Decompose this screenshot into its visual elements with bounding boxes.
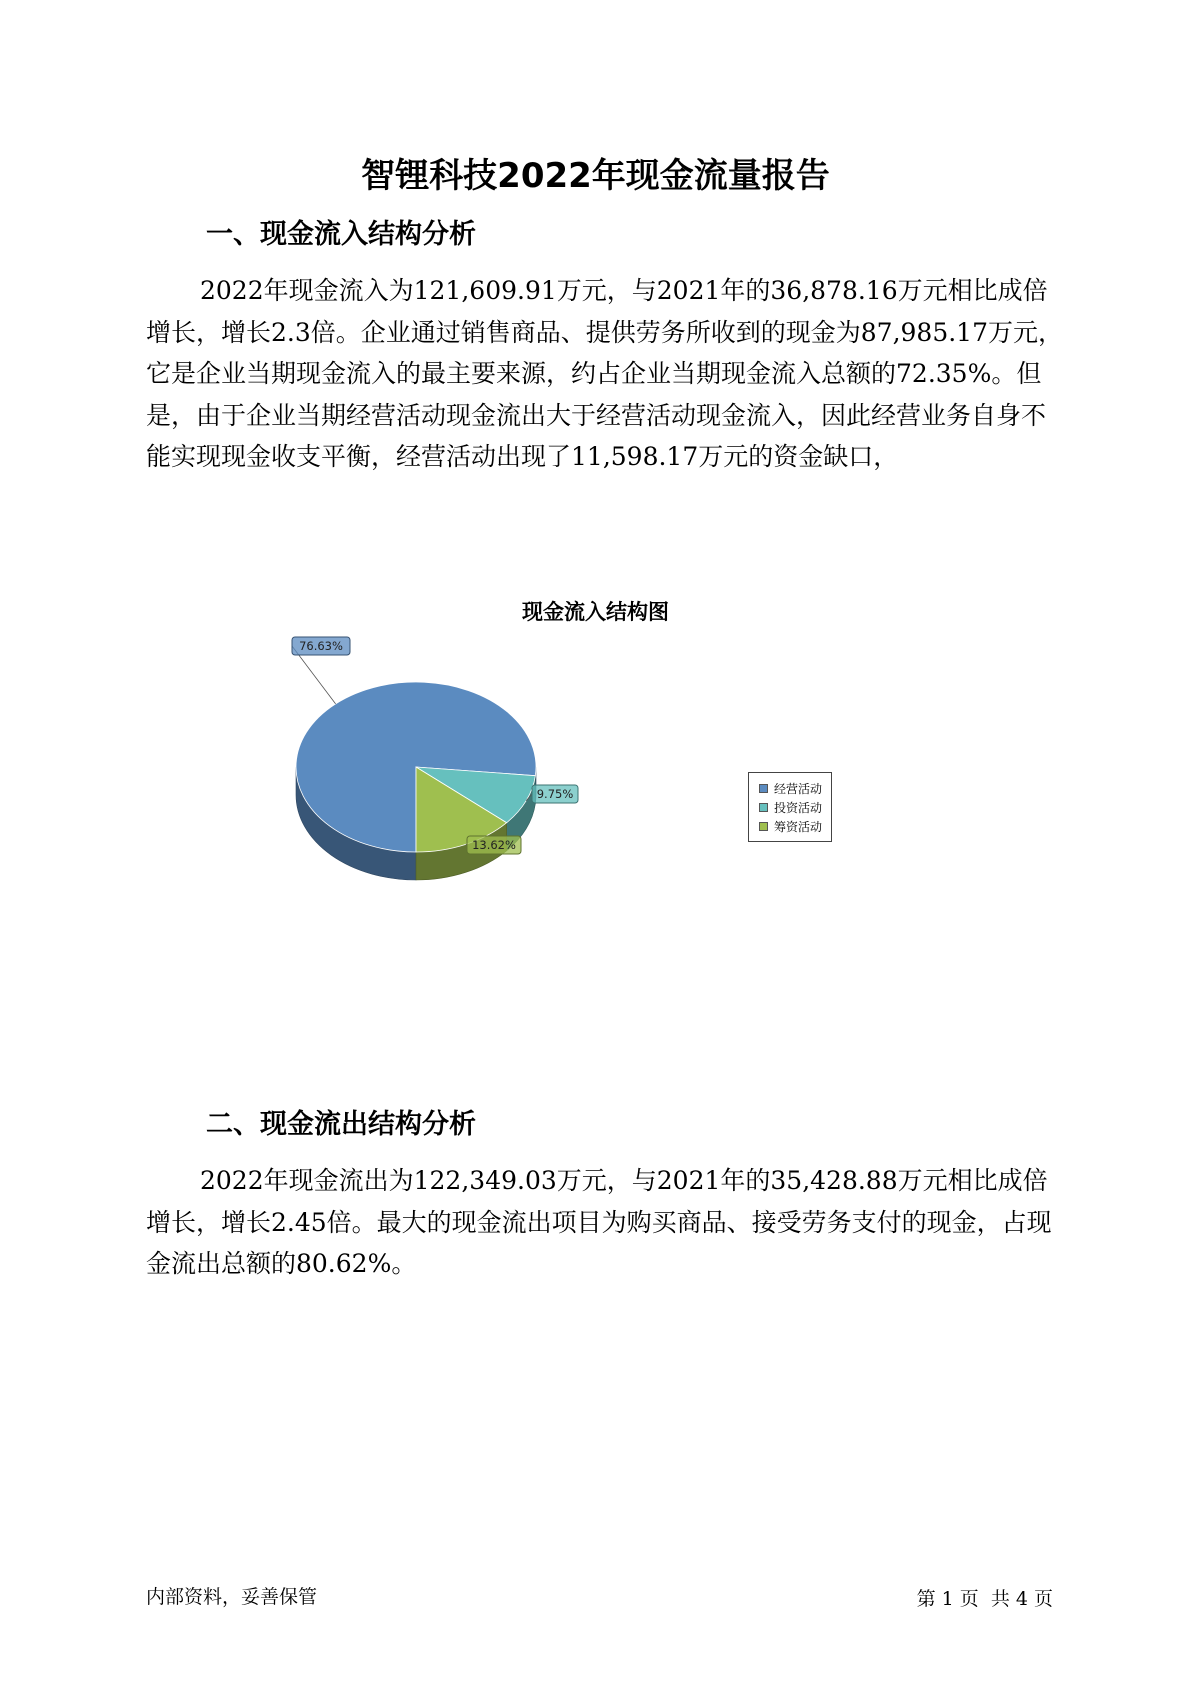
legend-swatch <box>759 803 768 812</box>
footer-confidential: 内部资料，妥善保管 <box>146 1586 318 1608</box>
section2-heading: 二、现金流出结构分析 <box>206 1109 476 1140</box>
data-label-0: 76.63% <box>299 639 343 653</box>
section1-paragraph: 2022年现金流入为121,609.91万元，与2021年的36,878.16万元相比成倍增长，增长2.3倍。企业通过销售商品、提供劳务所收到的现金为87,985.17万元，它是企业当期现金流入的最主要来源，约占企业当期现金流入总额的72.35%。但是，由于企业当期经营活动现金流出大于经营活动现金流入，因此经营业务自身不能实现现金收支平衡，经营活动出现了11,598.17万元的资金缺口， <box>146 276 1063 471</box>
chart-legend <box>748 772 832 842</box>
legend-item-investing <box>759 798 831 817</box>
section1-heading: 一、现金流入结构分析 <box>206 219 476 250</box>
data-label-1: 9.75% <box>536 787 574 801</box>
legend-item-financing <box>759 817 831 836</box>
legend-label: 筹资活动 <box>774 820 823 834</box>
legend-label: 投资活动 <box>774 801 823 815</box>
report-title: 智锂科技2022年现金流量报告 <box>361 156 830 196</box>
legend-item-operating <box>759 779 831 798</box>
chart-title: 现金流入结构图 <box>522 600 669 624</box>
footer-page-number: 第 1 页 共 4 页 <box>916 1588 1053 1610</box>
legend-label: 经营活动 <box>774 782 823 796</box>
section2-paragraph: 2022年现金流出为122,349.03万元，与2021年的35,428.88万元相比成倍增长，增长2.45倍。最大的现金流出项目为购买商品、接受劳务支付的现金，占现金流出总额的80.62%。 <box>146 1166 1052 1278</box>
pie-chart <box>270 639 630 915</box>
legend-swatch <box>759 822 768 831</box>
data-label-2: 13.62% <box>472 838 516 852</box>
legend-swatch <box>759 784 768 793</box>
